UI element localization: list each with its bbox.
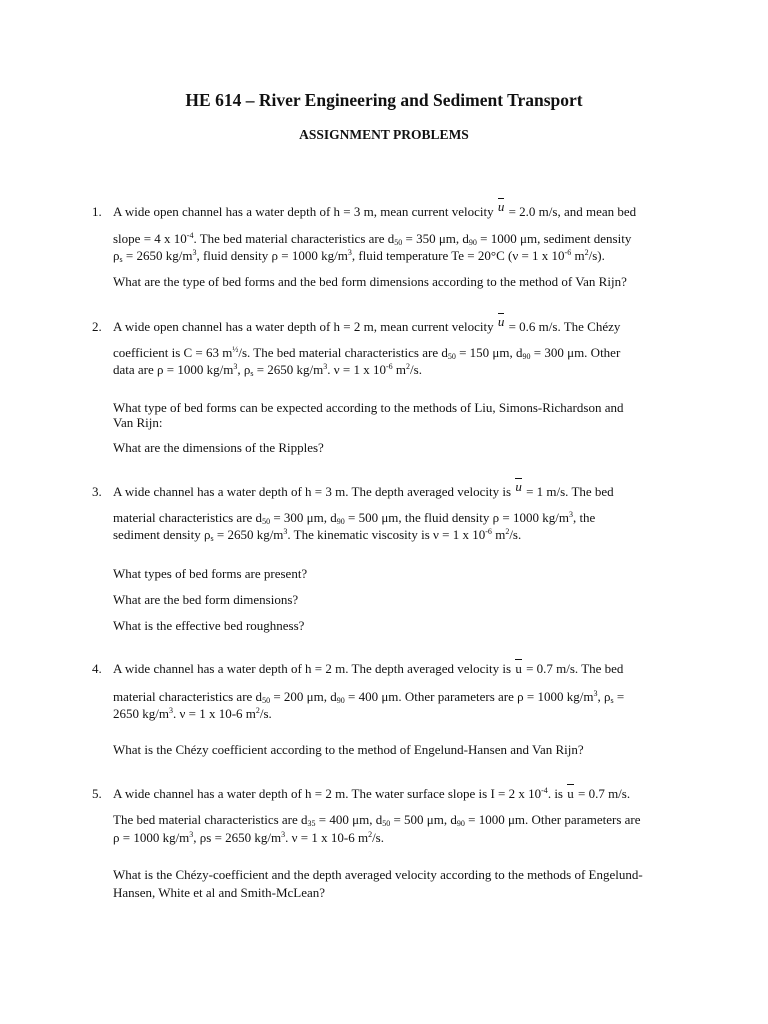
problem-text-line: $\rho_s = 2650$ $kg/m^3$, fluid density ρ = 1000 $kg/m^3$, fluid temperature Te = 20°C (ν = 1 x $10^{-6}$ $m^2/s$). — [113, 248, 605, 264]
problem-number: 5. — [92, 786, 102, 801]
problem-number: 1. — [92, 204, 102, 219]
problem-text-line: 2650 $kg/m^3$. ν = 1 x 10-6 $m^2/s$. — [113, 706, 272, 721]
document-subtitle: ASSIGNMENT PROBLEMS — [299, 127, 469, 142]
problem-text-line: data are ρ = 1000 $kg/m^3$, $\rho_s = 2650$ $kg/m^3$. ν = 1 x $10^{-6}$ $m^2/s$. — [113, 362, 422, 378]
problem-text-line: material characteristics are $d_{50} = 300$ μm, $d_{90} = 500$ μm, the fluid density ρ = 1000 $kg/m^3$, the — [113, 510, 596, 526]
problem-question: What are the dimensions of the Ripples? — [113, 440, 324, 455]
problem-question: What types of bed forms are present? — [113, 566, 308, 581]
problem-question: Van Rijn: — [113, 415, 163, 430]
problem-question: Hansen, White et al and Smith-McLean? — [113, 885, 326, 900]
problem-text-line: A wide channel has a water depth of h = 2 m. The water surface slope is I = 2 x $10^{-4}$. is u = 0.7 m/s. — [113, 786, 631, 801]
problem-text-line: A wide open channel has a water depth of h = 2 m, mean current velocity u = 0.6 m/s. The Chézy — [113, 314, 621, 334]
velocity-symbol: u — [497, 199, 505, 214]
velocity-symbol: u — [515, 479, 522, 494]
problem-text-line: slope = 4 x $10^{-4}$. The bed material characteristics are $d_{50} = 350$ μm, $d_{90} = 1000$ μm, sediment density — [113, 231, 632, 247]
problem-question: What are the type of bed forms and the bed form dimensions according to the method of Van Rijn? — [113, 274, 627, 289]
problem-text-line: A wide channel has a water depth of h = 3 m. The depth averaged velocity is u = 1 m/s. The bed — [113, 479, 614, 499]
problem-question: What is the Chézy coefficient according to the method of Engelund-Hansen and Van Rijn? — [113, 742, 584, 757]
velocity-symbol: u — [515, 661, 522, 676]
problem-text-line: sediment density $\rho_s = 2650$ $kg/m^3$. The kinematic viscosity is ν = 1 x $10^{-6}$ $m^2/s$. — [113, 527, 522, 543]
problem-question: What is the effective bed roughness? — [113, 618, 305, 633]
problem-text-line: A wide channel has a water depth of h = 2 m. The depth averaged velocity is u = 0.7 m/s. The bed — [113, 661, 624, 676]
problem-question: What is the Chézy-coefficient and the depth averaged velocity according to the methods of Engelund- — [113, 867, 643, 882]
problem-text-line: The bed material characteristics are $d_{35} = 400$ μm, $d_{50} = 500$ μm, $d_{90} = 1000$ μm. Other parameters are — [113, 812, 641, 828]
document-title: HE 614 – River Engineering and Sediment Transport — [185, 90, 583, 110]
problem-text-line: material characteristics are $d_{50} = 200$ μm, $d_{90} = 400$ μm. Other parameters are ρ = 1000 $kg/m^3$, $\rho_s$ = — [113, 689, 625, 705]
problem-text-line: A wide open channel has a water depth of h = 3 m, mean current velocity u = 2.0 m/s, and mean bed — [113, 199, 637, 219]
velocity-symbol: u — [497, 314, 505, 329]
problem-number: 4. — [92, 661, 102, 676]
problem-text-line: ρ = 1000 $kg/m^3$, ρs = 2650 $kg/m^3$. ν = 1 x 10-6 $m^2/s$. — [113, 830, 384, 845]
velocity-symbol: u — [567, 786, 574, 801]
problem-question: What type of bed forms can be expected according to the methods of Liu, Simons-Richardson and — [113, 400, 624, 415]
problem-text-line: coefficient is C = 63 $m^{\frac{1}{2}}/s$. The bed material characteristics are $d_{50} = 150$ μm, $d_{90} = 300$ μm. Other — [113, 345, 621, 361]
problem-number: 2. — [92, 319, 102, 334]
problem-number: 3. — [92, 484, 102, 499]
problem-question: What are the bed form dimensions? — [113, 592, 299, 607]
